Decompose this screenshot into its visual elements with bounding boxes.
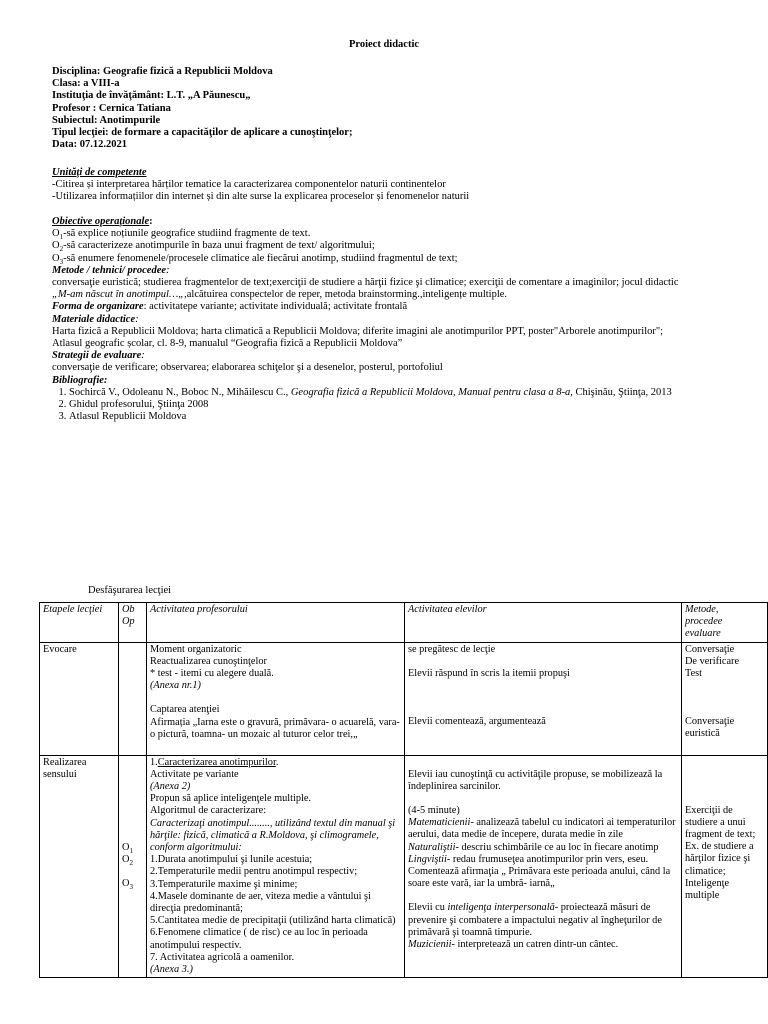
obiectiv-item: $O_3-să$ enumere fenomenele/procesele climatice ale fiecărui anotimp, studiind fragmentul de text; [52, 252, 458, 266]
strategii-heading: Strategii de evaluare [52, 350, 142, 362]
materiale-heading-line: Materiale didactice: [52, 313, 139, 325]
obiectiv-ref: $O_1$ [122, 841, 133, 855]
metode-heading-line: Metode / tehnici/ procedee: [52, 264, 170, 276]
forma-heading: Forma de organizare [52, 301, 144, 313]
clasa-line: Clasa: a VIII-a [52, 78, 120, 90]
profesor-cell: Moment organizatoric Reactualizarea cunoştinţelor * test - itemi cu alegere duală. (Anexa nr.1) Captarea atenţiei Afirmația „Iarna este o gravură, primăvara- o acuarelă, vara- o pictură, toamna- un mozaic al tuturor celor trei,„ [147, 642, 405, 755]
obiectiv-ref: $O_2$ [122, 853, 133, 867]
metode-cell: Exerciţii de studiere a unui fragment de text; Ex. de studiere a hărţilor fizice şi climatice; Inteligenţe multiple [682, 755, 768, 978]
disciplina-line: Disciplina: Geografie fizică a Republicii Moldova [52, 66, 273, 77]
metode-text: conversaţie euristică; studierea fragmentelor de text;exerciţii de studiere a hărţii fizice şi climatice; exerciţii de comentare a imaginilor; jocul didactic [52, 277, 679, 289]
lesson-table [39, 602, 768, 978]
strategii-heading-line: Strategii de evaluare: [52, 350, 145, 362]
competente-section [52, 167, 732, 204]
col-header-ob: Ob Op [119, 603, 147, 643]
col-header-metode: Metode, procedee evaluare [682, 603, 768, 643]
data-line: Data: 07.12.2021 [52, 139, 127, 151]
obiectiv-item: $O_1-să$ explice noțiunile geografice studiind fragmente de text. [52, 228, 311, 242]
materiale-text: Harta fizică a Republicii Moldova; harta climatică a Republicii Moldova; diferite imagini ale anotimpurilor PPT, poster"Arborele anotimpurilor"; [52, 325, 664, 337]
competente-heading: Unităţi de competente [52, 167, 147, 178]
competenta-item: -Utilizarea informațiilor din internet și din alte surse la explicarea proceselor și fenomenelor naturii [52, 191, 470, 203]
table-row [40, 755, 768, 978]
ob-cell [119, 755, 147, 978]
etapa-cell: Realizarea sensului [40, 755, 119, 978]
materiale-heading: Materiale didactice [52, 313, 136, 325]
obiectiv-item: $O_2-să$ caracterizeze anotimpurile în baza unui fragment de text/ algoritmului; [52, 240, 375, 254]
bibliografie-item: 1. Sochircă V., Odoleanu N., Boboc N., Mihăilescu C., Geografia fizică a Republicii Moldova, Manual pentru clasa a 8-a, Chişinău, Ştiinţa, 2013 [69, 387, 732, 399]
ob-cell [119, 642, 147, 755]
elevi-cell: se pregătesc de lecţie Elevii răspund în scris la itemii propuşi Elevii comentează, argumentează [405, 642, 682, 755]
bibliografie-item: 2. Ghidul profesorului, Ştiinţa 2008 [69, 399, 732, 411]
forma-line: Forma de organizare: activitatepe variante; activitate individuală; activitate frontală [52, 301, 408, 313]
strategii-text: conversaţie de verificare; observarea; elaborarea schiţelor şi a desenelor, posterul, portofoliul [52, 362, 443, 374]
tipul-line: Tipul lecţiei: de formare a capacităţilor de aplicare a cunoştinţelor; [52, 127, 353, 139]
page-title: Proiect didactic [348, 39, 420, 50]
table-row [40, 642, 768, 755]
metode-heading: Metode / tehnici/ procedee [52, 264, 167, 276]
bibliografie-heading: Bibliografie: [52, 374, 108, 386]
etapa-cell: Evocare [40, 642, 119, 755]
col-header-etape: Etapele lecţiei [40, 603, 119, 643]
bibliografie-list [52, 387, 732, 424]
bibliografie-item: 3. Atlasul Republicii Moldova [69, 411, 732, 423]
metode-text-2: „M-am născut în anotimpul…„,alcătuirea conspectelor de reper, metoda brainstorming.,inteligențe multiple. [52, 289, 508, 301]
metode-cell: Conversaţie De verificare Test Conversaţie euristică [682, 642, 768, 755]
obiectiv-ref: $O_3$ [122, 878, 133, 892]
col-header-profesor: Activitatea profesorului [147, 603, 405, 643]
obiective-heading: Obiective operaţionale [52, 216, 150, 227]
col-header-elevi: Activitatea elevilor [405, 603, 682, 643]
table-header-row [40, 603, 768, 643]
desfasurarea-heading: Desfăşurarea lecţiei [88, 585, 172, 596]
profesor-line: Profesor : Cernica Tatiana [52, 102, 171, 114]
elevi-cell: Elevii iau cunoştinţă cu activităţile propuse, se mobilizează la îndeplinirea sarcinilor. (4-5 minute) Matematicienii- analizează tabelul cu indicatori ai temperaturilor aerului, data medie de începere, durata medie în zile Naturaliştii- descriu schimbările ce au loc în fiecare anotimp Lingviştii- redau frumuseţea anotimpurilor prin vers, eseu. Comentează afirmaţia „ Primăvara este perioada anului, când la soare este vară, iar la umbră- iarnă„ Elevii cu inteligenţa interpersonală- proiectează măsuri de prevenire şi combatere a impactului negativ al îngheţurilor de primăvară şi toamnă timpurie. Muzicienii- interpretează un catren dintr-un cântec. [405, 755, 682, 978]
competenta-item: -Citirea și interpretarea hărților tematice la caracterizarea componentelor naturii continentelor [52, 179, 446, 191]
obiective-heading-line: Obiective operaţionale: [52, 216, 153, 227]
obiective-section [52, 216, 732, 423]
lesson-header [52, 66, 732, 151]
profesor-cell: 1.Caracterizarea anotimpurilor. Activitate pe variante (Anexa 2) Propun să aplice inteligenţele multiple. Algoritmul de caracterizare: Caracterizaţi anotimpul........, utilizând textul din manual şi hărţile: fizică, climatică a R.Moldova, şi climogramele, conform algoritmului: 1.Durata anotimpului şi lunile acestuia; 2.Temperaturile medii pentru anotimpul respectiv; 3.Temperaturile maxime şi minime; 4.Masele dominante de aer, viteza medie a vântului şi direcţia predominantă; 5.Cantitatea medie de precipitaţii (utilizând harta climatică) 6.Fenomene climatice ( de risc) ce au loc în perioada anotimpului respectiv. 7. Activitatea agricolă a oamenilor. (Anexa 3.) [147, 755, 405, 978]
subiectul-line: Subiectul: Anotimpurile [52, 114, 161, 126]
materiale-text-2: Atlasul geografic școlar, cl. 8-9, manualul “Geografia fizică a Republicii Moldova” [52, 338, 403, 350]
institutia-line: Instituţia de învăţământ: L.T. „A Păunescu„ [52, 90, 251, 102]
